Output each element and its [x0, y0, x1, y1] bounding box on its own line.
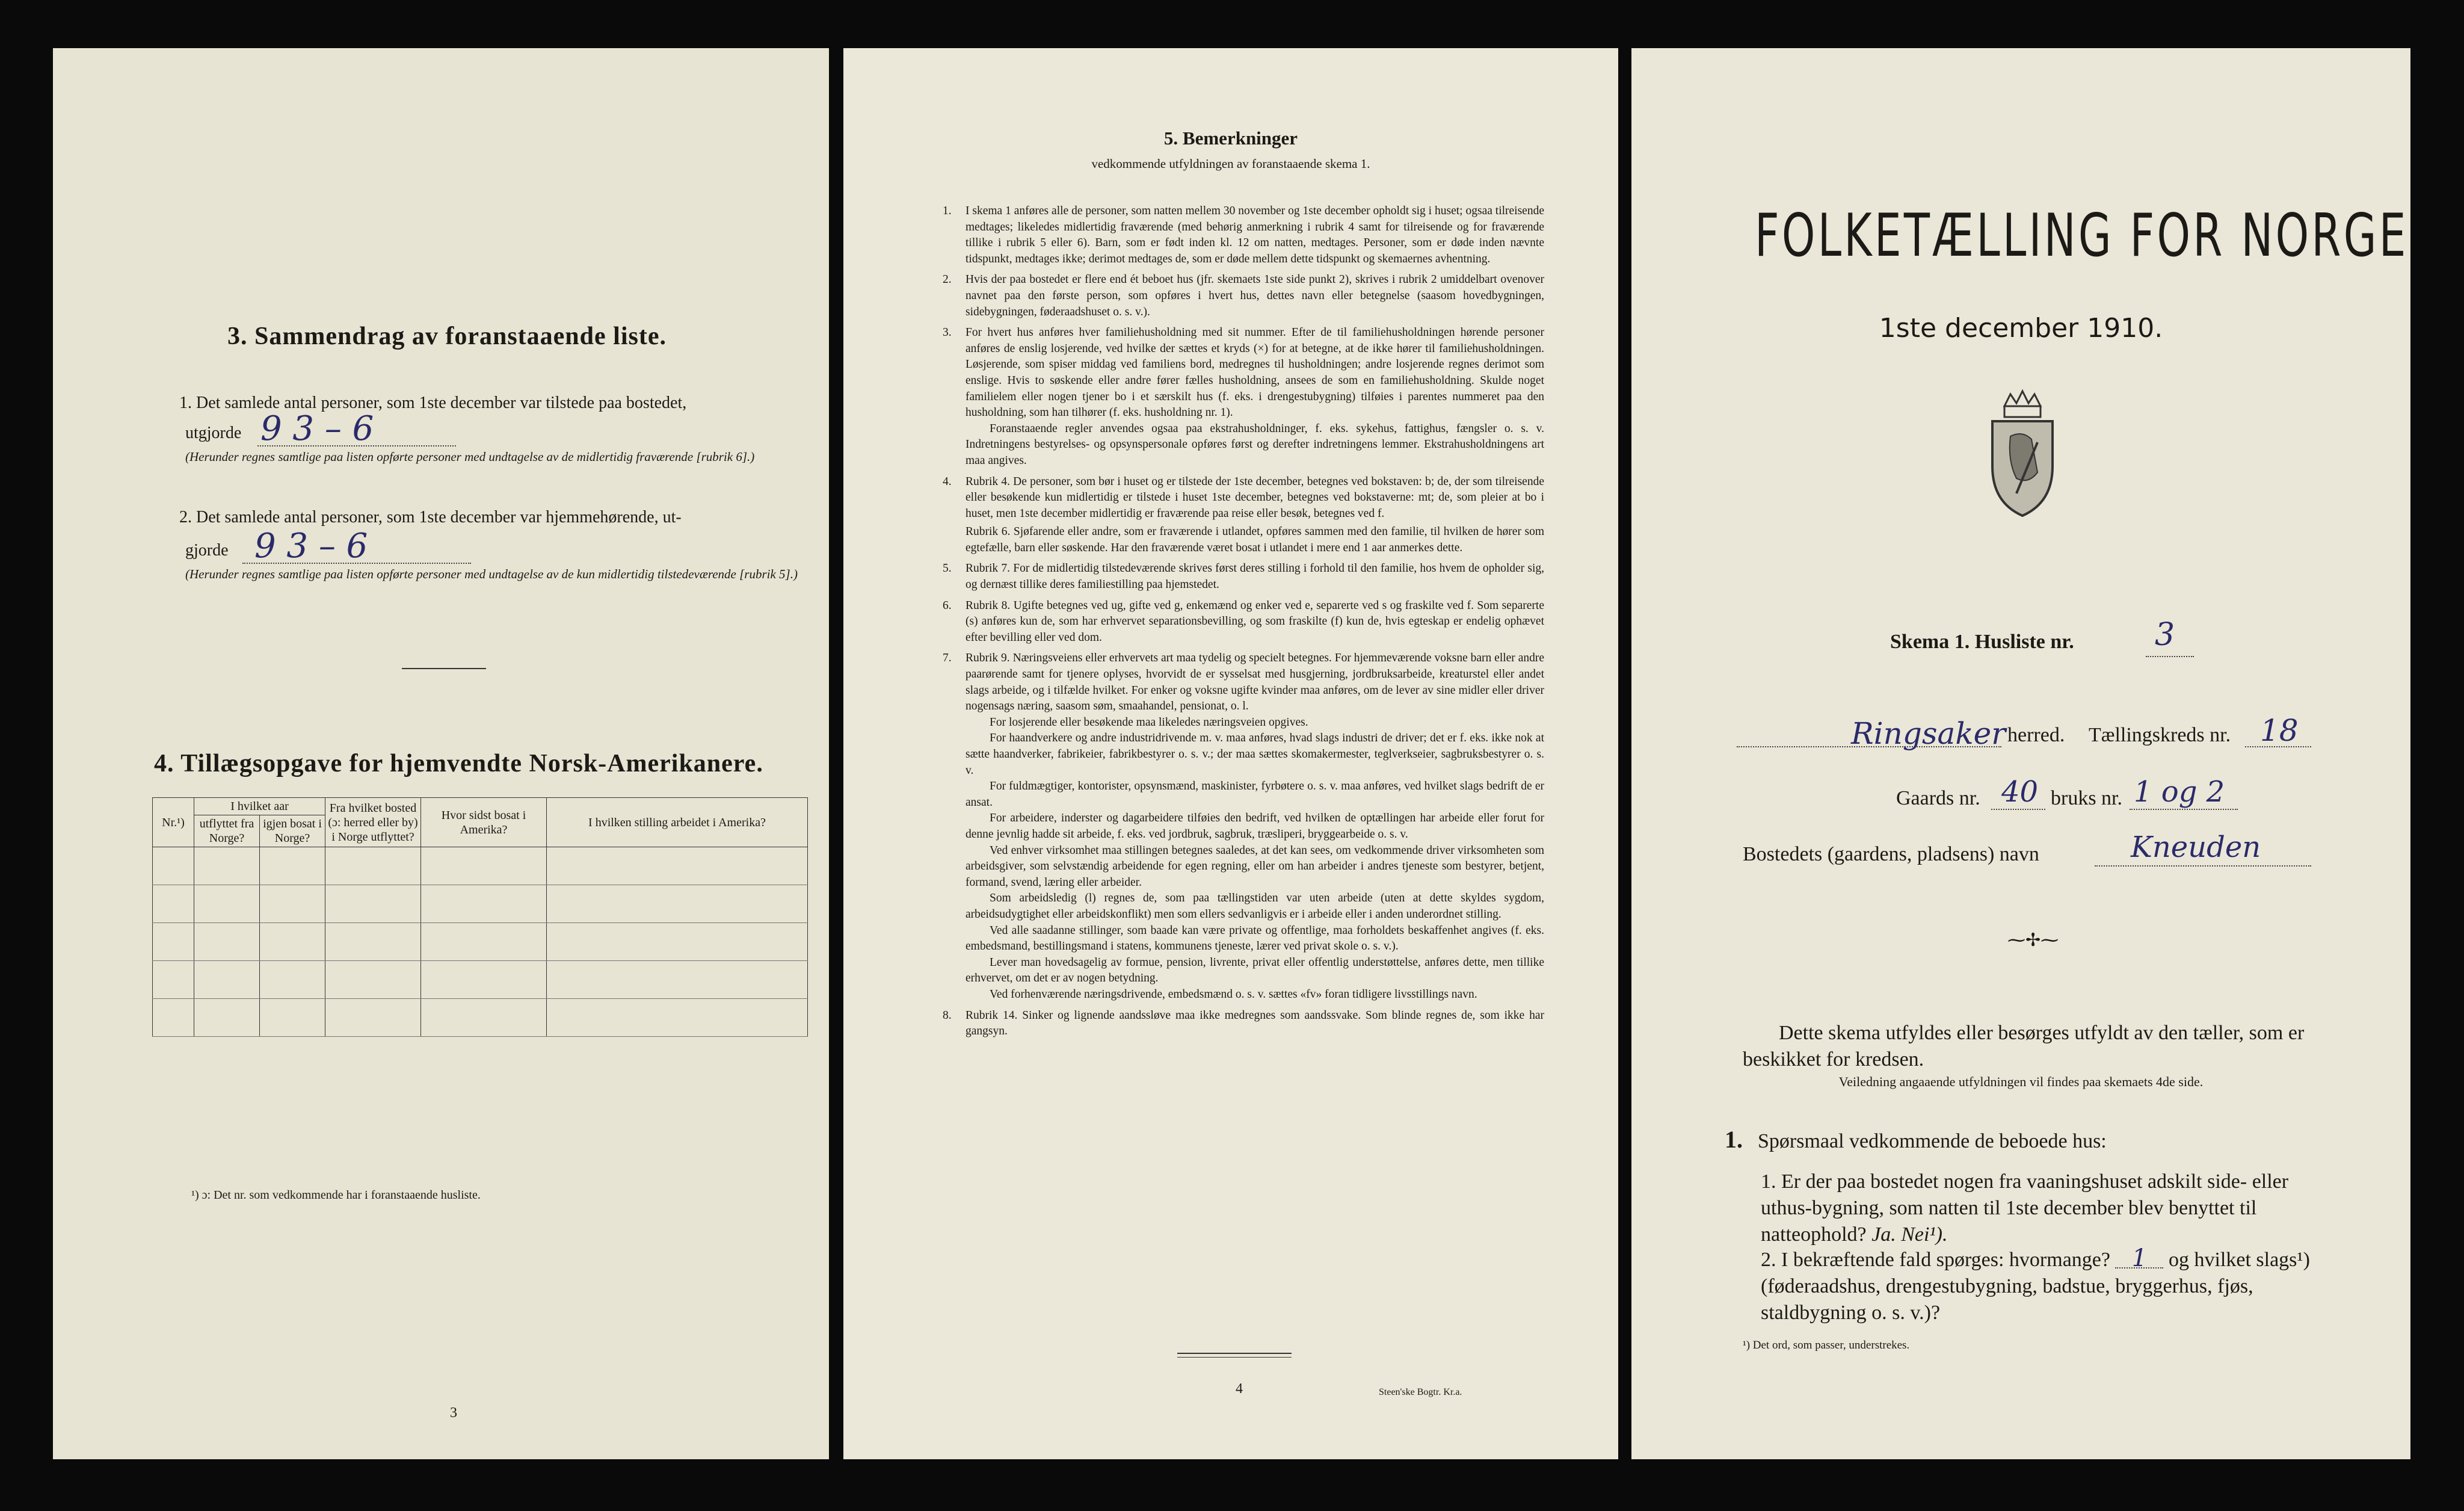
bruks-value: 1 og 2: [2134, 775, 2225, 809]
page-1: [1631, 48, 2410, 1459]
bosted-label: Bostedets (gaardens, pladsens) navn: [1743, 843, 2039, 865]
question-2: 2. I bekræftende fald spørges: hvormange? 1 og hvilket slags¹) (føderaadshus, drengestubygning, badstue, bryggerhus, fjøs, staldbygning o. s. v.)?: [1761, 1244, 2310, 1324]
remark-paragraph: Ved enhver virksomhet maa stillingen betegnes saaledes, at det kan sees, om vedkommende driver virksomheten som arbeidsgiver, som selvstændig arbeidende for egen regning, eller om han arbeider i andres tjeneste som bestyrer, betjent, formand, svend, læring eller arbeider.: [966, 844, 1544, 889]
bosted-value: Kneuden: [2131, 830, 2261, 864]
question-header: Spørsmaal vedkommende de beboede hus:: [1758, 1130, 2107, 1152]
remark-paragraph: 3. For hvert hus anføres hver familiehusholdning med sit nummer. Efter de til familiehusholdningen hørende personer anføres de enslig losjerende, ved hvilke der sættes et kryds (×) for at betegne, at de ikke hører til familiehusholdningen. Løsjerende, som spiser middag ved familiens bord, medregnes til husholdningen; andre losjerende regnes derimot som enslige. Hvis to søskende eller andre fører fælles husholdning, ansees de som en familiehusholdning. Skulde noget familielem eller nogen tjener bo i et særskilt hus (f. eks. i drengestubygning) tilføies i parentes nummeret paa den husholdning, som han tilhører (f. eks. husholdning nr. 1).: [943, 326, 1544, 419]
herred-label: herred.: [2007, 724, 2065, 746]
husliste-nr-line: [2146, 656, 2194, 657]
section-3-title: 3. Sammendrag av foranstaaende liste.: [227, 323, 667, 350]
gaards-label: Gaards nr.: [1896, 787, 1980, 809]
table-row: [153, 885, 808, 923]
bruks-line: [2130, 809, 2238, 810]
divider: [1177, 1353, 1292, 1354]
census-title: FOLKETÆLLING FOR NORGE: [1755, 202, 2409, 270]
col-utflyttet: utflyttet fra Norge?: [194, 815, 260, 847]
remarks-subtitle: vedkommende utfyldningen av foranstaaende skema 1.: [1091, 156, 1370, 171]
divider: [1177, 1357, 1292, 1358]
remark-paragraph: 8. Rubrik 14. Sinker og lignende aandssløve maa ikke medregnes som aandssvake. Som blinde regnes de, som ikke har gangsyn.: [943, 1009, 1544, 1038]
remark-paragraph: Ved forhenværende næringsdrivende, embedsmænd o. s. v. sættes «fv» foran tidligere livsstillings navn.: [990, 987, 1477, 1001]
remark-paragraph: For arbeidere, inderster og dagarbeidere tilføies den bedrift, ved hvilken de optællingen har arbeide eller forut for denne jevnlig hadde sit arbeide, f. eks. ved jordbruk, sagbruk, træsliperi, bryggearbeide o. s. v.: [966, 812, 1544, 841]
question-2-value: 1: [2115, 1249, 2163, 1268]
item-2-note: (Herunder regnes samtlige paa listen opførte personer med undtagelse av de kun midlertidig tilstedeværende [rubrik 5].): [185, 567, 798, 581]
item-2-utgjorde-label: gjorde: [185, 541, 229, 560]
gaards-line: [1991, 809, 2045, 810]
kreds-label: Tællingskreds nr.: [2089, 724, 2231, 746]
table-row: [153, 999, 808, 1037]
remark-paragraph: 7. Rubrik 9. Næringsveiens eller erhvervets art maa tydelig og specielt betegnes. For hjemmeværende voksne barn eller andre paarørende samt for tjenere oplyses, hvorvidt de er sysselsat med husgjerning, jordbruksarbeide, kreaturstel eller andet slags arbeide, og i tilfælde hvilket. For enker og voksne ugifte kvinder maa anføres, om de lever av sine midler eller driver nogensags næring, saasom søm, smaahandel, pensionat, o. l.: [943, 652, 1544, 713]
remark-paragraph: 4. Rubrik 4. De personer, som bør i huset og er tilstede der 1ste december, betegnes ved bokstaven: b; de, der som tilreisende eller besøkende kun midlertidig er tilstede i huset 1ste december, betegnes ved bokstaverne: mt; de, som pleier at bo i huset, men 1ste december midlertidig er fraværende paa reise eller besøk, betegnes ved f.: [943, 475, 1544, 520]
gaards-value: 40: [2001, 775, 2039, 809]
item-2-text: 2. Det samlede antal personer, som 1ste december var hjemmehørende, ut-: [179, 508, 682, 527]
col-igjen-bosat: igjen bosat i Norge?: [260, 815, 325, 847]
remark-paragraph: 5. Rubrik 7. For de midlertidig tilstedeværende skrives først deres stilling i forhold til den familie, hos hvem de opholder sig, og dernæst tillike deres familiestilling paa hjemstedet.: [943, 562, 1544, 592]
ornament-icon: ⁓✢⁓: [2007, 930, 2059, 950]
herred-value: Ringsaker: [1851, 716, 2006, 751]
table-row: [153, 961, 808, 999]
col-hvor-sidst-bosat: Hvor sidst bosat i Amerika?: [421, 798, 547, 847]
table-row: [153, 923, 808, 961]
col-stilling-amerika: I hvilken stilling arbeidet i Amerika?: [547, 798, 808, 847]
page-number: 4: [1236, 1381, 1243, 1397]
printer-mark: Steen'ske Bogtr. Kr.a.: [1379, 1387, 1462, 1397]
page-number: 3: [450, 1405, 457, 1421]
col-nr: Nr.¹): [153, 798, 194, 847]
item-1-utgjorde-label: utgjorde: [185, 424, 242, 442]
item-1-text: 1. Det samlede antal personer, som 1ste december var tilstede paa bostedet,: [179, 394, 687, 412]
page-3: [53, 48, 829, 1459]
remark-paragraph: 1. I skema 1 anføres alle de personer, som natten mellem 30 november og 1ste december opholdt sig i huset; ogsaa tilreisende medtages; likeledes midlertidig fraværende (med behørig anmerkning i rubrik 4 samt for tilreisende og for fraværende tillike i rubrik 5 eller 6). Barn, som er født inden kl. 12 om natten, medtages. Personer, som er døde inden nævnte tidspunkt, medtages ikke; derimot medtages de, som er døde mellem dette tidspunkt og skemaernes avhentning.: [943, 205, 1544, 265]
remark-paragraph: Lever man hovedsagelig av formue, pension, livrente, privat eller offentlig understøttelse, anføres dette, men tillike erhvervet, om det er av nogen betydning.: [966, 956, 1544, 985]
col-fra-bosted: Fra hvilket bosted (ɔ: herred eller by) i Norge utflyttet?: [325, 798, 421, 847]
norway-coat-of-arms-icon: [1980, 388, 2065, 521]
question-header-num: 1.: [1725, 1126, 1743, 1153]
remark-paragraph: For haandverkere og andre industridrivende m. v. maa anføres, hvad slags industri de driver; det er f. eks. ikke nok at sætte haandverker, fabrikeier, fabrikbestyrer o. s. v.; der maa sættes skomakermester, teglverkseier, sagbruksbestyrer o. s. v.: [966, 732, 1544, 777]
question-1-answer: Ja. Nei¹).: [1871, 1223, 1948, 1246]
instruction-small: Veiledning angaaende utfyldningen vil findes paa skemaets 4de side.: [1838, 1074, 2204, 1089]
question-1: 1. Er der paa bostedet nogen fra vaaningshuset adskilt side- eller uthus-bygning, som natten til 1ste december blev benyttet til natteophold? Ja. Nei¹).: [1761, 1170, 2289, 1246]
remarks-body: [943, 203, 1544, 1040]
page-4: [843, 48, 1618, 1459]
remark-paragraph: Som arbeidsledig (l) regnes de, som paa tællingstiden var uten arbeide (uten at dette skyldes sygdom, arbeidsudygtighet eller arbeidskonflikt) men som ellers sedvanligvis er i arbeide eller i anden underordnet stilling.: [966, 892, 1544, 921]
section-4-title: 4. Tillægsopgave for hjemvendte Norsk-Amerikanere.: [154, 750, 763, 777]
remark-paragraph: For losjerende eller besøkende maa likeledes næringsveien opgives.: [990, 715, 1308, 729]
husliste-nr: 3: [2155, 617, 2175, 653]
kreds-value: 18: [2260, 713, 2299, 748]
norsk-amerikanere-table: [152, 797, 808, 1037]
remark-paragraph: 6. Rubrik 8. Ugifte betegnes ved ug, gifte ved g, enkemænd og enker ved e, separerte ved s og fraskilte ved f. Som separerte (s) anføres kun de, som har erhvervet separationsbevilling, og som fraskilte (f) kun de, hvis egteskap er endelig ophævet efter bevilling eller ved dom.: [943, 599, 1544, 644]
bosted-line: [2095, 865, 2311, 867]
item-1-value-line: [257, 445, 456, 447]
census-date: 1ste december 1910.: [1879, 313, 2163, 344]
item-2-value-line: [242, 563, 471, 564]
col-i-hvilket-aar: I hvilket aar: [194, 798, 325, 815]
instruction: Dette skema utfyldes eller besørges utfyldt av den tæller, som er beskikket for kredsen.: [1743, 1022, 2305, 1071]
skema-label: Skema 1. Husliste nr.: [1890, 631, 2074, 653]
table-row: [153, 847, 808, 885]
remark-paragraph: For fuldmægtiger, kontorister, opsynsmænd, maskinister, fyrbøtere o. s. v. maa anføres, ved hvilket slags bedrift de er ansat.: [966, 780, 1544, 809]
remark-paragraph: Rubrik 6. Sjøfarende eller andre, som er fraværende i utlandet, opføres sammen med den familie, til hvilken de hører som egtefælle, barn eller søskende. Har den fraværende været bosat i utlandet i mere end 1 aar anmerkes dette.: [966, 525, 1544, 554]
item-2-value: 9 3 – 6: [254, 527, 368, 566]
divider: [402, 668, 486, 669]
remarks-title: 5. Bemerkninger: [1163, 128, 1298, 149]
item-1-value: 9 3 – 6: [260, 409, 374, 448]
remark-paragraph: Ved alle saadanne stillinger, som baade kan være private og offentlige, maa forholdets beskaffenhet angives (f. eks. embedsmand, bestillingsmand i statens, kommunens tjeneste, lærer ved privat skole o. s. v.).: [966, 924, 1544, 953]
page-1-footnote: ¹) Det ord, som passer, understrekes.: [1743, 1339, 1910, 1352]
kreds-line: [2245, 746, 2311, 747]
bruks-label: bruks nr.: [2051, 787, 2122, 809]
remark-paragraph: Foranstaaende regler anvendes ogsaa paa ekstrahusholdninger, f. eks. sykehus, fattighus, fængsler o. s. v. Indretningens bestyrelses- og opsynspersonale opføres først og derefter indretningens lemmer. Ekstrahusholdningens art maa angives.: [966, 422, 1544, 467]
item-1-note: (Herunder regnes samtlige paa listen opførte personer med undtagelse av de midlertidig fraværende [rubrik 6].): [185, 450, 755, 464]
remark-paragraph: 2. Hvis der paa bostedet er flere end ét beboet hus (jfr. skemaets 1ste side punkt 2), skrives i rubrik 2 umiddelbart ovenover navnet paa den første person, som opføres i hvert hus, dettes navn eller betegnelse (saasom hovedbygningen, sidebygningen, føderaadshuset o. s. v.).: [943, 273, 1544, 318]
table-footnote: ¹) ɔ: Det nr. som vedkommende har i foranstaaende husliste.: [191, 1188, 481, 1202]
